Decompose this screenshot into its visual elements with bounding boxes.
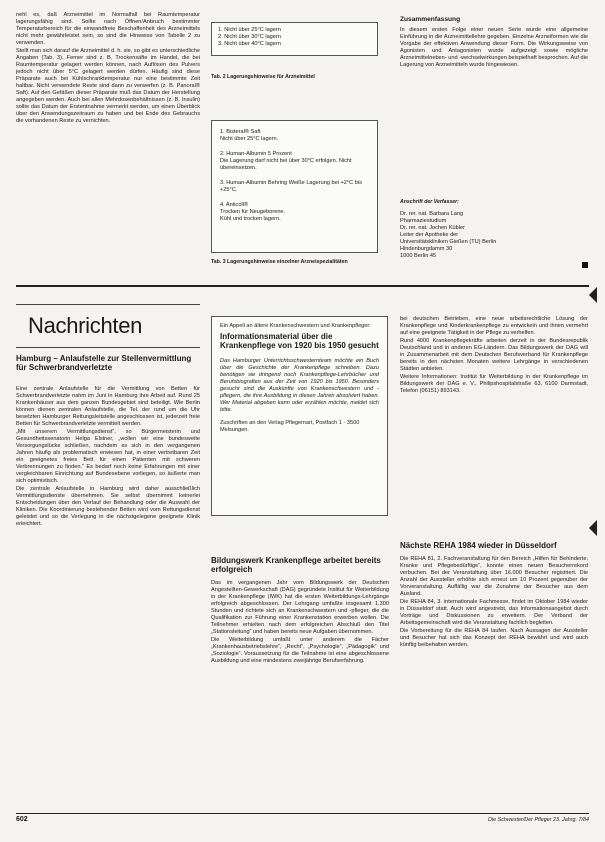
appeal-text: Das Hamburger Unterrichtsschwesternteam möchte ein Buch über die Geschichte der Krankenpflege schreiben. Dazu benötigen sie dringend noch Krankenpflege-Lehrbücher und Berufsbiografien aus der Zeit von 1920 bis 1950. Besonders gesucht sind die Auskünfte von Krankenschwestern und -pflegern, die ihre Ausbildung in diesen Jahren absolviert haben. Wer Material abgeben kann oder erzählen möchte, meldet sich bitte.	[220, 358, 379, 413]
body-paragraph: nehl es, daß Arzneimittel im Normalfall bei Raumtemperatur lagerungsfähig sind. Sollte nach Öffnen/Anbruch bestimmter Temperaturbereich für die einwandfreie Beschaffenheit des Arzneimittels nicht mehr gewährleistet sein, so sind die Hinweise von Tabelle 2 zu verwenden.	[16, 12, 200, 46]
table-2-caption: Tab. 2 Lagerungshinweise für Arzneimittel	[211, 74, 315, 80]
table-item: 2. Nicht über 30°C lagern	[218, 34, 281, 40]
body-paragraph: Die Weiterbildung umfaßt unter anderem die Fächer „Krankenhausbetriebslehre“, „Recht“, „Psychologie“, „Pädagogik“ und „Soziologie“. Voraussetzung für die Teilnahme ist eine abgeschlossene Ausbildung und eine mindestens zweijährige Berufserfahrung.	[211, 637, 389, 664]
appeal-box	[211, 316, 388, 516]
body-paragraph: Weitere Informationen: Institut für Weiterbildung in der Krankenpflege im Bildungswerk der DAG e. V., Philipshospitalstraße 63, 6100 Darmstadt, Telefon (06151) 893143.	[400, 374, 588, 394]
body-paragraph: „Mit unserem Vermittlungsdienst“, so Bürgermeisterin und Gesundheitssenatorin Helga Elstner, „wollen wir eine bundesweite Versorgungslücke schließen, nachdem es sich in den vergangenen Jahren häufig als problematisch erwiesen hat, in einer vertretbaren Zeit ein geeignetes freies Bett für einen Patienten mit schweren Verbrennungen zu finden.“ Es bedarf noch keine Erfahrungen mit einer vergleichbaren Einrichtung auf Bundesebene vorliegen, so äußerte man sich optimistisch.	[16, 429, 200, 484]
table-item: 2. Human-Albumin 5 Prozent Die Lagerung darf nicht bei über 30°C erfolgen. Nicht übereinsetzen.	[220, 151, 352, 171]
body-paragraph: Stellt man sich darauf die Arzneimittel d. h. sie, so gibt es unterschiedliche Angaben (Tab. 3). Ferner sind z. B. Trockensäfte im Handel, die bei Raumtemperatur gelagert werden können, nach Auflösen des Pulvers jedoch nicht über 5°C gelagert werden dürfen. Häufig sind diese Präparate auch bei Kühlschranktemperatur nur eine bestimmte Zeit haltbar. Nicht verwendete Reste sind dann zu verwerfen (z. B. Panoral® Saft). Auf den Gefäßen dieser Präparate muß das Datum der Herstellung angegeben werden. Auch bei allen Mehrdosenbehältnissen (z. B. Insulin) sollte das Datum der Erstentnahme vermerkt werden, um einen Überblick über den Anwendungszeitraum zu haben und bei Ende des Gebrauchs die vorhandenen Reste zu vernichten.	[16, 48, 200, 124]
table-2-box	[211, 22, 378, 56]
nachrichten-title-box	[16, 304, 200, 348]
article-hamburg	[16, 354, 200, 528]
author-address	[400, 199, 588, 260]
table-item: 4. Anticoll® Trocken für Neugeborene. Kühl und trocken lagern.	[220, 202, 286, 222]
article-heading: Bildungswerk Krankenpflege arbeitet bereits erfolgreich	[211, 556, 381, 574]
table-3-box	[211, 120, 378, 253]
table-3-caption: Tab. 3 Lagerungshinweise einzelner Arzneispezialitäten	[211, 259, 348, 265]
section-divider	[16, 285, 589, 287]
summary-text: In diesem ersten Folge einer neuen Serie wurde eine allgemeine Einführung in die Arzneimittellehre gegeben. Einzelne Arzneiformen wie die Vorgabe der effektiven Anwendung dieser Form. Die Wirkungsweise von Agonisten und Antagonisten wurde aufgezeigt sowie mögliche Arzneimittelneben- und -wechselwirkungen beispielhaft besprochen. Auf die Lagerung von Arzneimitteln wurde hingewiesen.	[400, 27, 588, 68]
summary-section	[400, 16, 588, 69]
article-reha	[400, 541, 588, 649]
article-bildungswerk	[211, 556, 389, 665]
appeal-intro: Ein Appell an ältere Krankenschwestern und Krankenpfleger:	[220, 323, 371, 329]
footer-rule	[16, 813, 589, 814]
appeal-heading: Informationsmaterial über die Krankenpflege von 1920 bis 1950 gesucht	[220, 332, 379, 350]
body-paragraph: Die zentrale Anlaufstelle in Hamburg wird daher ausschließlich Vermittlungsdienste übernehmen. Sie selbst übernimmt keinerlei Entscheidungen über den Verlauf der Behandlung oder die Auswahl der Kliniken. Die Koordinierung bestehender Betten wird vom Rettungsdienst geleistet und so die Verlegung in die nächstgelegene geeignete Klinik erleichtert.	[16, 486, 200, 527]
authors-heading: Anschrift der Verfasser:	[400, 199, 459, 205]
summary-heading: Zusammenfassung	[400, 16, 461, 23]
tab-marker-icon	[589, 520, 597, 536]
end-mark	[582, 262, 588, 268]
body-paragraph: Rund 4000 Krankenpflegekräfte arbeiten derzeit in der Bundesrepublik Deutschland und in anderen EG-Ländern. Das Bildungswerk der DAG will in Zusammenarbeit mit dem Deutschen Berufsverband für Krankenpflege bereits in den nächsten Monaten weitere Lehrgänge in verschiedenen Städten anbieten.	[400, 338, 588, 372]
page-number: 602	[16, 816, 28, 823]
body-paragraph: Die REHA 84, 3. internationale Fachmesse, findet im Oktober 1984 wieder in Düsseldorf statt. Auch wird angestrebt, das Informationsangebot durch Vorträge und Diskussionen zu erweitern. Der Verband der Arbeitsgemeinschaft wird die Veranstaltung fachlich begleiten.	[400, 599, 588, 626]
authors-text: Dr. rer. nat. Barbara Lang Pharmaziestudium Dr. rer. nat. Jochen Kübler Leiter der Apotheke der Universitätskliniken Gießen (TU) Berlin Hindenburgdamm 30 1000 Berlin 45	[400, 211, 497, 260]
tab-marker-icon	[589, 287, 597, 303]
body-paragraph: Eine zentrale Anlaufstelle für die Vermittlung von Betten für Schwerbrandverletzte nahm im Juni in Hamburg ihre Arbeit auf. Rund 25 Krankenhäuser aus dem ganzen Bundesgebiet sind beteiligt. Wie Berlin können dienen zentralen Anlaufstelle, die Tel. der rund um die Uhr besetzten Hamburger Rettungsleitstelle angeschlossen ist, jederzeit freie Betten für Schwerbrandverletzte vermittelt werden.	[16, 386, 200, 427]
body-paragraph: Das im vergangenen Jahr vom Bildungswerk der Deutschen Angestellten-Gewerkschaft (DAG) gegründete Institut für Weiterbildung in der Krankenpflege (IWK) hat die ersten Weiterbildungs-Lehrgänge erfolgreich abgeschlossen. Der Lehrgang umfaßte insgesamt 1.300 Stunden und richtete sich an Krankenschwestern und -pfleger, die die Qualifikation zur Führung einer Krankenstation erwerben wollen. Die Teilnehmer erhielten nach dem erfolgreichen Abschluß den Titel „Stationsleitung“ und haben bereits neue Aufgaben übernommen.	[211, 580, 389, 635]
body-paragraph: bei deutschen Betrieben, eine neue arbeitsrechtliche Lösung der Krankenpflege und Kinderkrankenpflege zu entwickeln und ihnen vermehrt auf eine geeignete Tätigkeit in der Pflege zu verhelfen.	[400, 316, 588, 336]
body-paragraph: Die REHA 81, 2. Fachveranstaltung für den Bereich „Hilfen für Behinderte, Kranke und Pflegebedürftige“, konnte einen neuen Besucherrekord verbuchen. Bei der Veranstaltung über 16.000 Besucher registriert. Die Anzahl der Aussteller erhöhte sich erneut um 10 Prozent gegenüber der Vorveranstaltung. Auffällig war die Zunahme der Besucher aus dem Ausland.	[400, 556, 588, 597]
table-item: 3. Human-Albumin Behring Weiße Lagerung bei +2°C bis +25°C.	[220, 180, 362, 193]
journal-name: Die Schwester/Der Pfleger 23. Jahrg. 7/84	[488, 817, 589, 823]
table-item: 3. Nicht über 40°C lagern	[218, 41, 281, 47]
body-paragraph: Die Vorbereitung für die REHA 84 laufen. Nach Aussagen der Aussteller und Besucher hat sich das Konzept der REHA bewährt und wird auch künftig beibehalten werden.	[400, 628, 588, 648]
appeal-contact: Zuschriften an den Verlag Pflegemart, Postfach 1 · 3500 Melsungen.	[220, 420, 360, 433]
top-left-column	[16, 12, 200, 125]
table-item: 1. Bisteral® Saft Nicht über 25°C lagern.	[220, 129, 279, 142]
article-heading: Hamburg – Anlaufstelle zur Stellenvermittlung für Schwerbrandverletzte	[16, 354, 192, 372]
article-heading: Nächste REHA 1984 wieder in Düsseldorf	[400, 541, 557, 550]
table-item: 1. Nicht über 25°C lagern	[218, 27, 281, 33]
right-column-continued	[400, 316, 588, 395]
section-title: Nachrichten	[28, 313, 143, 338]
